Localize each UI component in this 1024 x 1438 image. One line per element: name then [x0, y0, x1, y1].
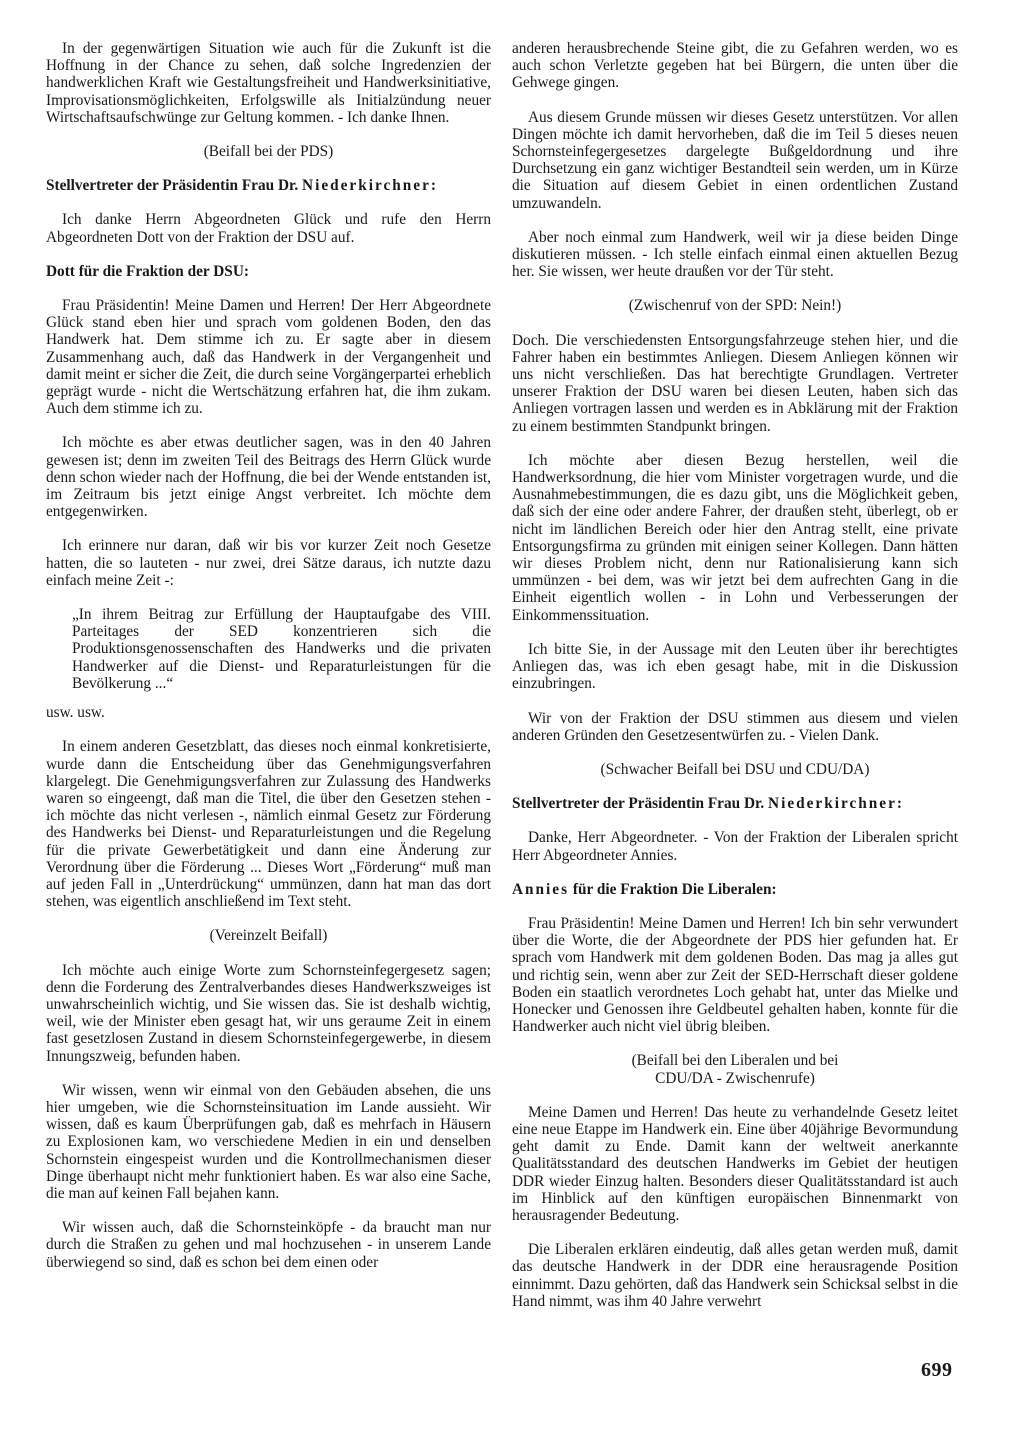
left-column [46, 40, 491, 1271]
speaker-heading [512, 795, 958, 812]
speaker-colon: : [896, 795, 902, 813]
page-number: 699 [921, 1359, 953, 1381]
paragraph: usw. usw. [46, 704, 105, 722]
paragraph: Ich bitte Sie, in der Aussage mit den Leuten über ihr berechtigtes Anliegen das, was ich eben gesagt habe, mit in die Diskussion einzubringen. [512, 640, 958, 693]
paragraph: Ich erinnere nur daran, daß wir bis vor kurzer Zeit noch Gesetze hatten, die so lauteten - nur zwei, drei Sätze daraus, ich nutzte dazu einfach meine Zeit -: [46, 537, 491, 589]
paragraph: Ich möchte aber diesen Bezug herstellen, weil die Handwerksordnung, die hier vom Minister vorgetragen wurde, und die Ausnahmebestimmungen, die es dazu gibt, uns die Möglichkeit geben, daß sich der eine oder andere Fahrer, der draußen steht, überlegt, ob er nicht im ländlichen Bereich oder hier den Antrag stellt, eine private Entsorgungsfirma zu gründen mit einigen seiner Kollegen. Dann hätten wir dieses Problem nicht, denn nur Rationalisierung kann sich ummünzen - bei dem, was wir jetzt bei dem aufrechten Gang in die Einheit eigentlich wollen - in Lohn und Verbesserungen der Einkommenssituation. [512, 451, 958, 624]
paragraph: Wir von der Fraktion der DSU stimmen aus diesem und vielen anderen Gründen den Gesetzesentwürfen zu. - Vielen Dank. [512, 709, 958, 744]
speaker-colon: : [430, 177, 436, 195]
paragraph: Ich möchte auch einige Worte zum Schornsteinfegergesetz sagen; denn die Forderung des Zentralverbandes dieses Handwerkszweiges ist unwahrscheinlich wichtig, und Sie wissen das. Sie ist deshalb wichtig, weil, wie der Minister eben gesagt hat, wir uns geraume Zeit in einem fast gesetzlosen Zustand in diesem Schornsteinfegergewerbe, in diesem Innungszweig, befunden haben. [46, 961, 491, 1065]
speaker-faction: für die Fraktion Die Liberalen: [569, 880, 777, 898]
paragraph: In der gegenwärtigen Situation wie auch für die Zukunft ist die Hoffnung in der Chance zu sehen, daß solche Ingredenzien der handwerklichen Kraft wie Gestaltungsfreiheit und Handwerksinitiative, Improvisationsmöglichkeiten, Erfolgswille als Initialzündung neuer Wirtschaftsaufschwünge zur Geltung kommen. - Ich danke Ihnen. [46, 40, 491, 126]
interjection-note: (Zwischenruf von der SPD: Nein!) [628, 297, 842, 315]
paragraph: In einem anderen Gesetzblatt, das dieses noch einmal konkretisierte, wurde dann die Entscheidung über das Genehmigungsverfahren klargelegt. Die Genehmigungsverfahren zur Zulassung des Handwerks waren so eingeengt, daß man die Titel, die über den Gesetzen stehen - ich möchte das nicht verlesen -, nämlich einmal Gesetz zur Förderung des Handwerks bei Dienst- und Reparaturleistungen und die Regelung für die private Gewerbetätigkeit und dann eine Änderung zur Verordnung über die Förderung ... Dieses Wort „Förderung“ muß man auf jeden Fall in „Unterdrückung“ ummünzen, dann hat man das dort stehen, was eigentlich anschließend im Text steht. [46, 738, 491, 911]
paragraph: Wir wissen auch, daß die Schornsteinköpfe - da braucht man nur durch die Straßen zu gehen und mal hochzusehen - in unserem Lande überwiegend so sind, daß es schon bei dem einen oder [46, 1219, 491, 1271]
applause-note: (Beifall bei der PDS) [203, 143, 334, 161]
law-quotation: „In ihrem Beitrag zur Erfüllung der Hauptaufgabe des VIII. Parteitages der SED konzentrieren sich die Produktionsgenossenschaften des Handwerks und die privaten Handwerker auf die Dienst- und Reparaturleistungen für die Bevölkerung ...“ [72, 606, 491, 692]
paragraph: Frau Präsidentin! Meine Damen und Herren! Ich bin sehr verwundert über die Worte, die der Abgeordnete der PDS hier gefunden hat. Er sprach vom Handwerk mit dem goldenen Boden. Das mag ja alles gut und richtig sein, wenn aber zur Zeit der SED-Herrschaft dieser goldene Boden ein staatlich verordnetes Loch gehabt hat, unter das Mielke und Honecker und Genossen ihre Geldbeutel gehalten haben, konnte für die Handwerker auch nicht viel übrig bleiben. [512, 914, 958, 1036]
right-column [512, 40, 958, 1310]
applause-note [512, 1052, 958, 1086]
applause-line-1: (Beifall bei den Liberalen und bei [631, 1052, 839, 1070]
speaker-name: Niederkirchner [768, 795, 897, 813]
paragraph: Frau Präsidentin! Meine Damen und Herren! Der Herr Abgeordnete Glück stand eben hier und sprach vom goldenen Boden, den das Handwerk hat. Dem stimme ich zu. Er sagte aber in diesem Zusammenhang auch, daß das Handwerk in der Vergangenheit und damit meint er sicher die Zeit, die durch seine Vorgängerpartei erheblich geprägt wurde - nicht die Wertschätzung erfahren hat, die ihm zukam. Auch dem stimme ich zu. [46, 297, 491, 418]
speaker-heading [512, 881, 958, 898]
applause-line-2: CDU/DA - Zwischenrufe) [655, 1069, 815, 1087]
paragraph: Aus diesem Grunde müssen wir dieses Gesetz unterstützen. Vor allen Dingen möchte ich damit hervorheben, daß die im Teil 5 dieses neuen Schornsteinfegergesetzes dargelegte Bußgeldordnung und ihre Durchsetzung ein ganz wichtiger Bestandteil sein werden, um in Kürze die Situation auf diesem Gebiet in einen ordentlichen Zustand umzuwandeln. [512, 108, 958, 212]
applause-note: (Vereinzelt Beifall) [209, 927, 328, 945]
speaker-title: Stellvertreter der Präsidentin Frau Dr. [46, 177, 303, 195]
paragraph: Danke, Herr Abgeordneter. - Von der Fraktion der Liberalen spricht Herr Abgeordneter Annies. [512, 829, 958, 864]
paragraph: Doch. Die verschiedensten Entsorgungsfahrzeuge stehen hier, und die Fahrer haben ein bestimmtes Anliegen. Diesem Anliegen können wir uns nicht verschließen. Das hat berechtigte Grundlagen. Vertreter unserer Fraktion der DSU waren bei diesen Leuten, haben sich das Anliegen vortragen lassen und werden es in Abklärung mit der Fraktion zu einem bestimmten Standpunkt bringen. [512, 331, 958, 435]
paragraph: Meine Damen und Herren! Das heute zu verhandelnde Gesetz leitet eine neue Etappe im Handwerk ein. Eine über 40jährige Bevormundung geht damit zu Ende. Damit kann der weltweit anerkannte Qualitätsstandard des deutschen Handwerks im Gebiet der heutigen DDR wieder Einzug halten. Besonders dieser Qualitätsstandard ist auch im Hinblick auf den künftigen europäischen Binnenmarkt von herausragender Bedeutung. [512, 1103, 958, 1224]
paragraph: anderen herausbrechende Steine gibt, die zu Gefahren werden, wo es auch schon Verletzte gegeben hat bei Bürgern, die unten über die Gehwege gingen. [512, 40, 958, 92]
speaker-heading [46, 177, 491, 194]
speaker-heading: Dott für die Fraktion der DSU: [46, 262, 249, 280]
speaker-title: Stellvertreter der Präsidentin Frau Dr. [512, 795, 769, 813]
paragraph: Wir wissen, wenn wir einmal von den Gebäuden absehen, die uns hier umgeben, wie die Schornsteinsituation im Lande aussieht. Wir wissen, daß es kaum Überprüfungen gab, daß es mehrfach in Häusern zu Explosionen kam, wo verschiedene Medien in ein und denselben Schornstein eingespeist wurden und die Kontrollmechanismen dieser Dinge überhaupt nicht mehr funktioniert haben. Es war also eine Sache, die man auf keinen Fall bejahen kann. [46, 1081, 491, 1202]
paragraph: Die Liberalen erklären eindeutig, daß alles getan werden muß, damit das deutsche Handwerk in der DDR eine herausragende Position einnimmt. Dazu gehörten, daß das Handwerk sein Schicksal selbst in die Hand nimmt, was ihm 40 Jahre verwehrt [512, 1241, 958, 1310]
paragraph: Ich möchte es aber etwas deutlicher sagen, was in den 40 Jahren gewesen ist; denn im zweiten Teil des Beitrags des Herrn Glück wurde denn schon wieder nach der Hoffnung, die bei der Wende entstanden ist, im Zeitraum bis jetzt einige Angst verbreitet. Ich möchte dem entgegenwirken. [46, 434, 491, 521]
speaker-name: Annies [512, 880, 570, 898]
applause-note: (Schwacher Beifall bei DSU und CDU/DA) [600, 760, 870, 778]
speaker-name: Niederkirchner [302, 177, 431, 195]
paragraph: Ich danke Herrn Abgeordneten Glück und rufe den Herrn Abgeordneten Dott von der Fraktion der DSU auf. [46, 211, 491, 246]
paragraph: Aber noch einmal zum Handwerk, weil wir ja diese beiden Dinge diskutieren müssen. - Ich stelle einfach einmal einen aktuellen Bezug her. Sie wissen, wer heute draußen vor der Tür steht. [512, 228, 958, 281]
